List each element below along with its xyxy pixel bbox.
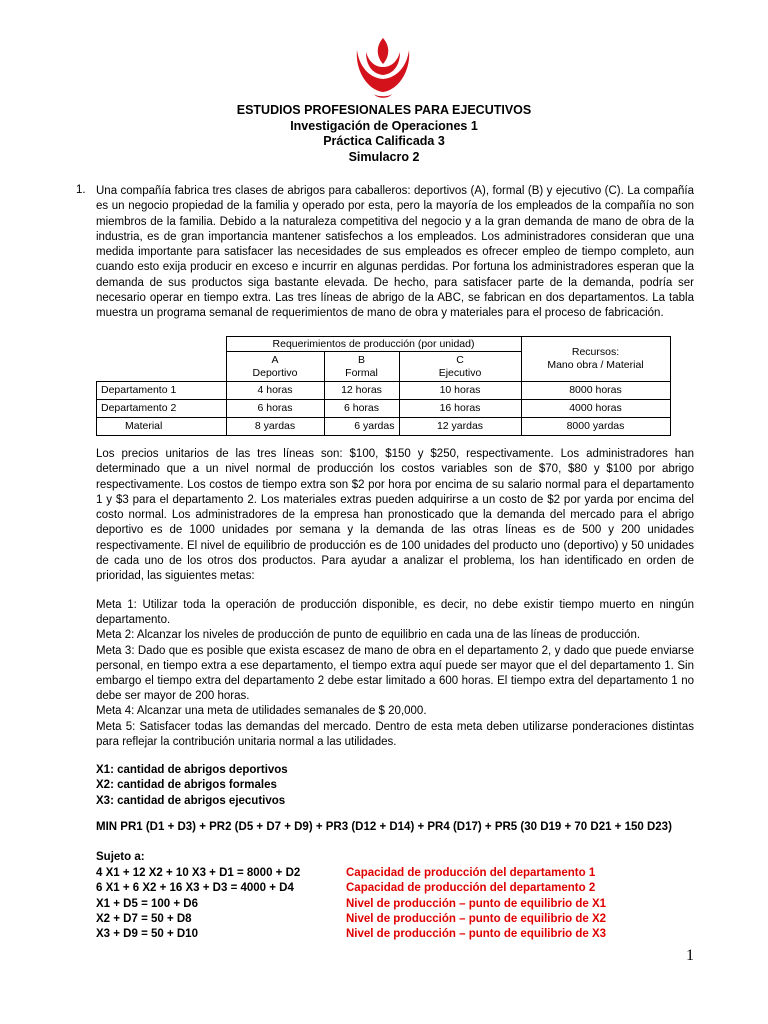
row-label: Material	[97, 418, 227, 436]
constraint-label: Capacidad de producción del departamento 2	[346, 882, 596, 895]
page-number: 1	[686, 947, 694, 964]
constraint-equation: 6 X1 + 6 X2 + 16 X3 + D3 = 4000 + D4	[96, 882, 294, 895]
variable-x1: X1: cantidad de abrigos deportivos	[96, 764, 288, 776]
cell-c: 16 horas	[399, 400, 521, 418]
cell-a: 8 yardas	[226, 418, 324, 436]
resources-header-line1: Recursos:	[571, 346, 620, 358]
constraint-label: Nivel de producción – punto de equilibrio de X3	[346, 928, 607, 941]
row-label: Departamento 1	[97, 382, 227, 400]
prices-paragraph: Los precios unitarios de las tres líneas son: $100, $150 y $250, respectivamente. Los administradores han determinado que a un nivel normal de producción los costos variables son de $70, $80 y $100 por abrigo respectivamente. Los costos de tiempo extra son $2 por hora por encima de su salario normal para el departamento 1 y $3 para el departamento 2. Los materiales extras pueden adquirirse a un costo de $2 por yarda por encima del costo normal. Los administradores de la empresa han pronosticado que la demanda del mercado para el abrigo deportivo es de 1000 unidades por semana y la demanda de las otras líneas es de 500 y 200 unidades respectivamente. El nivel de equilibrio de producción es de 100 unidades del producto uno (deportivo) y 50 unidades de cada uno de los otros dos productos. Para ayudar a analizar el problema, los han identificado en orden de prioridad, las siguientes metas:	[96, 448, 694, 583]
goals-list	[96, 598, 694, 750]
goal-5: Meta 5: Satisfacer todas las demandas del mercado. Dentro de esta meta deben utilizarse ponderaciones distintas para reflejar la contribución unitaria normal a las utilidades.	[96, 720, 694, 748]
variable-x2: X2: cantidad de abrigos formales	[96, 779, 277, 792]
cell-resource: 8000 horas	[521, 382, 670, 400]
column-header-c	[399, 352, 521, 382]
constraint-equation: X3 + D9 = 50 + D10	[96, 928, 198, 941]
column-name: Deportivo	[252, 366, 298, 379]
variable-x3: X3: cantidad de abrigos ejecutivos	[96, 794, 286, 807]
goal-1: Meta 1: Utilizar toda la operación de producción disponible, es decir, no debe existir tiempo muerto en ningún departamento.	[96, 599, 694, 627]
table-row	[97, 418, 671, 436]
problem-number: 1.	[76, 184, 86, 196]
column-name: Ejecutivo	[438, 366, 482, 379]
row-label: Departamento 2	[97, 400, 227, 418]
resources-header-line2: Mano obra / Material	[547, 359, 644, 371]
objective-function: MIN PR1 (D1 + D3) + PR2 (D5 + D7 + D9) + PR3 (D12 + D14) + PR4 (D17) + PR5 (30 D19 + 70 D21 + 150 D23)	[96, 821, 672, 833]
cell-a: 6 horas	[226, 400, 324, 418]
cell-c: 10 horas	[399, 382, 521, 400]
table-row	[97, 382, 671, 400]
header-assessment: Práctica Calificada 3	[323, 134, 445, 148]
cell-b: 6 yardas	[324, 418, 399, 436]
goal-4: Meta 4: Alcanzar una meta de utilidades semanales de $ 20,000.	[96, 705, 427, 718]
column-letter: C	[456, 353, 464, 366]
column-header-a	[226, 352, 324, 382]
subject-to-label: Sujeto a:	[96, 851, 145, 863]
cell-c: 12 yardas	[399, 418, 521, 436]
constraint-equation: X1 + D5 = 100 + D6	[96, 897, 198, 910]
cell-a: 4 horas	[226, 382, 324, 400]
variable-definitions	[96, 763, 288, 809]
goal-2: Meta 2: Alcanzar los niveles de producción de punto de equilibrio en cada una de las líneas de producción.	[96, 629, 641, 642]
column-header-b	[324, 352, 399, 382]
header-simulation: Simulacro 2	[348, 150, 420, 164]
cell-b: 6 horas	[324, 400, 399, 418]
column-letter: A	[271, 353, 279, 366]
column-name: Formal	[345, 366, 378, 379]
cell-resource: 4000 horas	[521, 400, 670, 418]
requirements-table	[96, 336, 671, 436]
cell-resource: 8000 yardas	[521, 418, 670, 436]
constraint-label: Nivel de producción – punto de equilibrio de X2	[346, 912, 607, 925]
table-resources-header	[521, 337, 670, 382]
problem-intro: Una compañía fabrica tres clases de abrigos para caballeros: deportivos (A), formal (B) y ejecutivo (C). La compañía es un negocio propiedad de la familia y operado por esta, pero la mayoría de los empleados de la compañía no son miembros de la familia. Debido a la naturaleza competitiva del negocio y a la gran demanda de mano de obra de la industria, es de gran importancia mantener satisfechos a los empleados. Los administradores consideran que una medida importante para satisfacer las necesidades de sus empleados es ofrecer empleo de tiempo completo, aun cuando esto exija producir en exceso e incurrir en algunas perdidas. Por fortuna los administradores esperan que la demanda de sus productos siga bastante elevada. De hecho, para satisfacer parte de la demanda, podría ser necesario operar en tiempo extra. Las tres líneas de abrigo de la ABC, se fabrican en dos departamentos. La tabla muestra un programa semanal de requerimientos de mano de obra y materiales para el proceso de fabricación.	[96, 185, 694, 320]
table-group-header: Requerimientos de producción (por unidad)	[226, 337, 521, 352]
header-course: Investigación de Operaciones 1	[290, 119, 478, 133]
table-corner	[97, 337, 227, 382]
cell-b: 12 horas	[324, 382, 399, 400]
university-logo	[353, 36, 413, 100]
goal-3: Meta 3: Dado que es posible que exista escasez de mano de obra en el departamento 2, y dado que puede enviarse personal, en tiempo extra a ese departamento, el tiempo extra aquí puede ser mayor que el del departamento 1. Sin embargo el tiempo extra del departamento 2 debe estar limitado a 600 horas. El tiempo extra del departamento 1 no debe ser mayor de 200 horas.	[96, 644, 694, 703]
header-institution: ESTUDIOS PROFESIONALES PARA EJECUTIVOS	[236, 103, 532, 117]
table-row	[97, 400, 671, 418]
constraint-equation: 4 X1 + 12 X2 + 10 X3 + D1 = 8000 + D2	[96, 867, 301, 879]
constraint-equation: X2 + D7 = 50 + D8	[96, 912, 192, 925]
column-letter: B	[357, 353, 365, 366]
constraint-label: Nivel de producción – punto de equilibrio de X1	[346, 897, 607, 910]
constraint-label: Capacidad de producción del departamento 1	[346, 867, 596, 879]
